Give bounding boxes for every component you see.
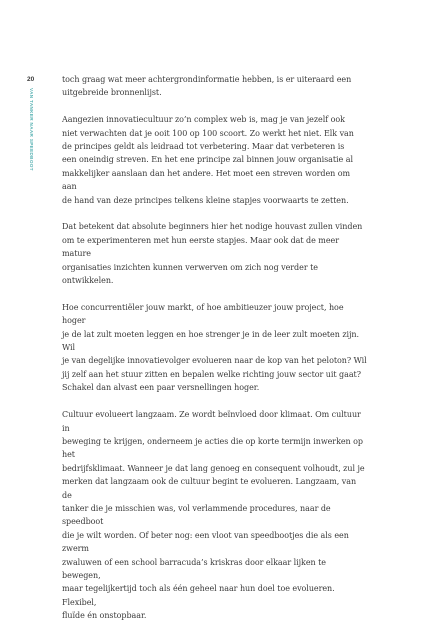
paragraph: Cultuur evolueert langzaam. Ze wordt beïnvloed door klimaat. Om cultuur in beweging te krijgen, onderneem je acties die op korte termijn inwerken op het bedrijfsklimaat. Wanneer je dat lang genoeg en consequent volhoudt, zul je merken dat langzaam ook de cultuur begint te evolueren. Langzaam, van de tanker die je misschien was, vol verlammende procedures, naar de speedboot die je wilt worden. Of beter nog: een vloot van speedbootjes die als een zwerm zwaluwen of een school barracuda’s kriskras door elkaar lijken te bewegen, maar tegelijkertijd toch als één geheel naar hun doel toe evolueren. Flexibel, fluïde én onstopbaar. — [62, 410, 365, 621]
paragraph: Aangezien innovatiecultuur zo’n complex web is, mag je van jezelf ook niet verwachten dat je ooit 100 op 100 scoort. Zo werkt het niet. Elk van de principes geldt als leidraad tot verbetering. Maar dat verbeteren is een oneindig streven. En het ene principe zal binnen jouw organisatie al makkelijker aanslaan dan het andere. Het moet een streven worden om aan de hand van deze principes telkens kleine stapjes voorwaarts te zetten. — [62, 115, 354, 205]
paragraph: Dat betekent dat absolute beginners hier het nodige houvast zullen vinden om te experimenteren met hun eerste stapjes. Maar ook dat de meer mature organisaties inzichten kunnen verwerven om zich nog verder te ontwikkelen. — [62, 222, 363, 286]
body-text — [62, 73, 367, 636]
page-number: 20 — [27, 76, 35, 83]
paragraph: toch graag wat meer achtergrondinformatie hebben, is er uiteraard een uitgebreide bronnenlijst. — [62, 75, 352, 98]
paragraph: Hoe concurrentiëler jouw markt, of hoe ambitieuzer jouw project, hoe hoger je de lat zult moeten leggen en hoe strenger je in de leer zult moeten zijn. Wil je van degelijke innovatievolger evolueren naar de kop van het peloton? Wil jij zelf aan het stuur zitten en bepalen welke richting jouw sector uit gaat? Schakel dan alvast een paar versnellingen hoger. — [62, 302, 367, 393]
running-header: VAN TANKER NAAR SPEEDBOOT — [29, 88, 34, 171]
